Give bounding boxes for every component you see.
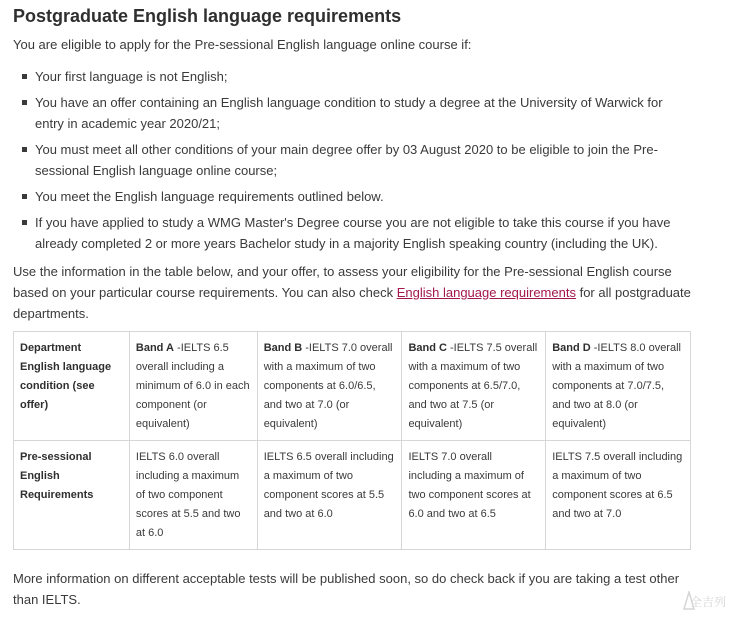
guidance-text-end: for all postgraduate departments. — [13, 285, 691, 321]
guidance-paragraph — [13, 261, 703, 324]
list-item: Your first language is not English; — [22, 66, 672, 87]
watermark-logo — [682, 591, 726, 613]
band-label: Band A — [135, 342, 174, 354]
presessional-b-cell: IELTS 6.5 overall including a maximum of two component scores at 5.5 and two at 6.0 — [257, 441, 402, 550]
table-row — [14, 332, 691, 441]
row-header-presessional: Pre-sessional English Requirements — [14, 441, 130, 550]
band-requirement: -IELTS 6.5 overall including a minimum of 6.0 in each component (or equivalent) — [135, 342, 250, 430]
band-a-cell — [129, 332, 257, 441]
list-item: If you have applied to study a WMG Master's Degree course you are not eligible to take this course if you have already completed 2 or more years Bachelor study in a majority English speaking country (including the UK). — [22, 212, 672, 254]
list-item: You meet the English language requirements outlined below. — [22, 186, 672, 207]
footer-note: More information on different acceptable tests will be published soon, so do check back if you are taking a test other than IELTS. — [13, 571, 680, 607]
band-b-cell — [257, 332, 402, 441]
page-title: Postgraduate English language requirements — [13, 6, 402, 26]
presessional-a-cell: IELTS 6.0 overall including a maximum of two component scores at 5.5 and two at 6.0 — [129, 441, 257, 550]
band-requirement: -IELTS 7.0 overall with a maximum of two components at 6.0/6.5, and two at 7.0 (or equivalent) — [263, 342, 393, 430]
watermark-text: 全吉列 — [689, 595, 726, 609]
list-item: You have an offer containing an English language condition to study a degree at the University of Warwick for entry in academic year 2020/21; — [22, 92, 672, 134]
band-label: Band D — [552, 342, 591, 354]
guidance-text: Use the information in the table below, and your offer, to assess your eligibility for the Pre-sessional English course based on your particular course requirements. You can also check — [13, 264, 672, 300]
english-requirements-link[interactable]: English language requirements — [396, 285, 576, 300]
band-label: Band C — [408, 342, 447, 354]
eligibility-list — [22, 66, 672, 259]
presessional-c-cell: IELTS 7.0 overall including a maximum of two component scores at 6.0 and two at 6.5 — [402, 441, 546, 550]
presessional-d-cell: IELTS 7.5 overall including a maximum of two component scores at 6.5 and two at 7.0 — [546, 441, 691, 550]
row-header-department: Department English language condition (see offer) — [14, 332, 130, 441]
band-requirement: -IELTS 7.5 overall with a maximum of two components at 6.5/7.0, and two at 7.5 (or equivalent) — [408, 342, 538, 430]
table-row — [14, 441, 691, 550]
list-item: You must meet all other conditions of your main degree offer by 03 August 2020 to be eligible to join the Pre-sessional English language online course; — [22, 139, 672, 181]
requirements-table — [13, 331, 691, 550]
band-requirement: -IELTS 8.0 overall with a maximum of two components at 7.0/7.5, and two at 8.0 (or equivalent) — [552, 342, 681, 430]
eligibility-intro: You are eligible to apply for the Pre-sessional English language online course if: — [13, 37, 472, 52]
band-label: Band B — [263, 342, 303, 354]
band-d-cell — [546, 332, 691, 441]
band-c-cell — [402, 332, 546, 441]
